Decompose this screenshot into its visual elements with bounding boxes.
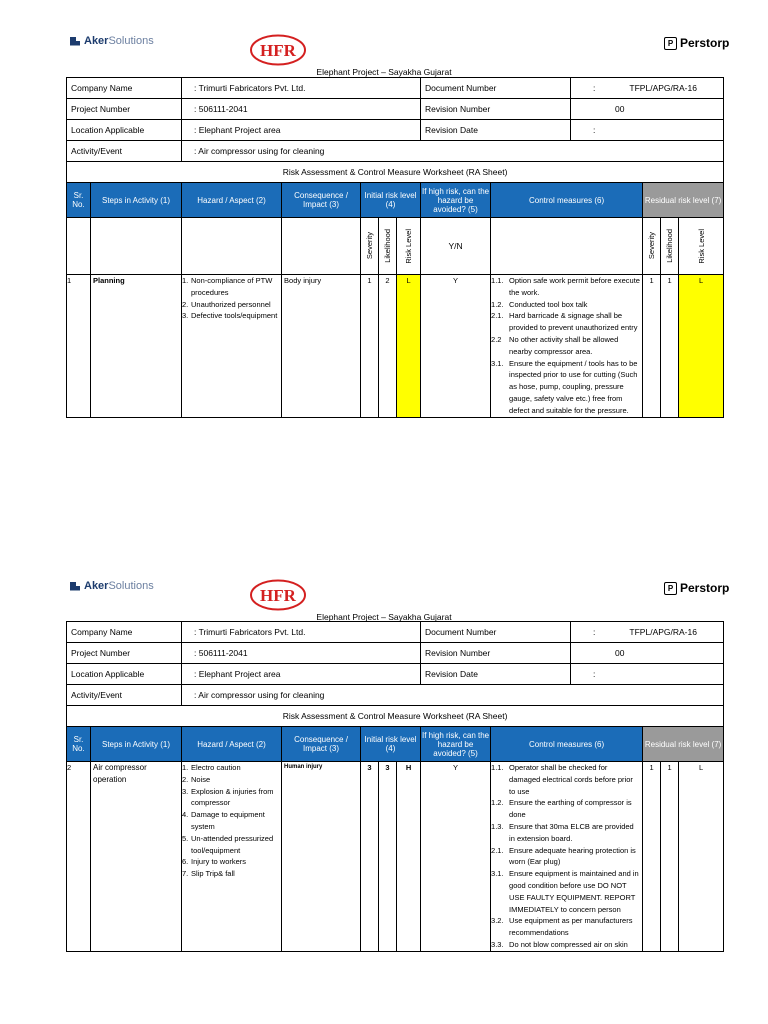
list-item (182, 774, 279, 786)
list-item-text: Damage to equipment system (191, 810, 265, 831)
aker-solutions-logo: Aker Solutions (70, 35, 154, 47)
sub-header-row: Severity Likelihood Risk Level Y/N Severity Likelihood Risk Level (67, 218, 724, 275)
list-item-text: Defective tools/equipment (191, 311, 278, 321)
list-item (491, 762, 640, 797)
list-item (182, 299, 279, 311)
list-item-number: 2. (182, 299, 189, 309)
list-item-text: Hard barricade & signage shall be provided to prevent unauthorized entry (509, 311, 638, 333)
list-item-text: Electro caution (191, 763, 241, 772)
col-residual-risk: Residual risk level (7) (643, 727, 724, 762)
list-item (491, 821, 640, 845)
list-item-number: 1.3. (491, 821, 504, 831)
info-row-location: Location Applicable : Elephant Project area Revision Date : (67, 664, 724, 685)
col-hazard: Hazard / Aspect (2) (182, 183, 282, 218)
col-consequence: Consequence / Impact (3) (282, 183, 361, 218)
list-item (491, 299, 640, 311)
list-item (491, 939, 640, 951)
column-header-row (67, 727, 724, 762)
list-item (182, 786, 279, 810)
info-row-project: Project Number : 506111-2041 Revision Number 00 (67, 99, 724, 120)
hfr-logo (249, 34, 307, 66)
col-control: Control measures (6) (491, 183, 643, 218)
list-item-text: No other activity shall be allowed nearby compressor area. (509, 334, 619, 356)
perstorp-logo-icon: P (664, 582, 677, 595)
list-item (491, 915, 640, 939)
list-item-number: 3.1. (491, 869, 504, 879)
col-high-risk: If high risk, can the hazard be avoided? (5) (421, 183, 491, 218)
list-item-text: Ensure adequate hearing protection is worn (Ear plug) (509, 845, 636, 867)
list-item-text: Unauthorized personnel (191, 299, 271, 309)
list-item-text: Use equipment as per manufacturers recommendations (509, 916, 633, 938)
perstorp-logo-icon: P (664, 37, 677, 50)
list-item-text: Ensure the equipment / tools has to be inspected prior to use for cutting (Such as hose, pump, coupling, pressure gauge, safety valve etc.) free from defect and suitable for the pressure. (509, 358, 638, 415)
col-residual-risk: Residual risk level (7) (643, 183, 724, 218)
worksheet-title-row: Risk Assessment & Control Measure Worksheet (RA Sheet) (67, 162, 724, 183)
risk-assessment-table-2 (66, 621, 724, 952)
aker-solutions-logo: Aker Solutions (70, 580, 154, 592)
info-row-activity: Activity/Event : Air compressor using for cleaning (67, 141, 724, 162)
svg-text:HFR: HFR (260, 586, 296, 605)
page-header (0, 545, 768, 622)
col-hazard: Hazard / Aspect (2) (182, 727, 282, 762)
list-item (491, 310, 640, 334)
list-item-text: Conducted tool box talk (509, 299, 588, 309)
page-header (0, 0, 768, 77)
table-row: 1 Planning 1. Non-compliance of PTW procedures 2. Unauthorized personnel 3. Defective tools/equipment Body injury 1 2 L Y 1.1. Option safe work permit before execute the work. 1.2. Conducted tool box talk 2.1. Hard barricade & signage shall be provided to prevent unauthorized entry 2.2 No other activity shall be allowed nearby compressor area. 3.1. Ensure the equipment / tools has to be inspected prior to use for cutting (Such as hose, pump, coupling, pressure gauge, safety valve etc.) free from defect and suitable for the pressure. 1 1 L (67, 275, 724, 418)
list-item-number: 3.1. (491, 358, 504, 368)
list-item-number: 7. (182, 869, 189, 879)
list-item-number: 1.1. (491, 276, 504, 285)
list-item-text: Un-attended pressurized tool/equipment (191, 833, 274, 855)
list-item-number: 2.2 (491, 334, 502, 344)
list-item (182, 856, 279, 868)
list-item (491, 275, 640, 299)
list-item-number: 1.2. (491, 299, 504, 309)
col-steps: Steps in Activity (1) (91, 183, 182, 218)
control-list (491, 762, 642, 951)
worksheet-title-row: Risk Assessment & Control Measure Worksheet (RA Sheet) (67, 706, 724, 727)
list-item-number: 3. (182, 786, 189, 796)
col-control: Control measures (6) (491, 727, 643, 762)
list-item-text: Slip Trip& fall (191, 869, 235, 879)
list-item-text: Explosion & injuries from compressor (191, 786, 274, 808)
info-row-activity: Activity/Event : Air compressor using for cleaning (67, 685, 724, 706)
col-initial-risk: Initial risk level (4) (361, 183, 421, 218)
list-item-number: 1.2. (491, 798, 504, 808)
col-sr: Sr. No. (67, 183, 91, 218)
project-title: Elephant Project – Sayakha Gujarat (316, 67, 452, 77)
list-item (182, 809, 279, 833)
perstorp-logo: P Perstorp (664, 581, 729, 595)
aker-logo-icon (70, 582, 80, 591)
list-item-number: 2. (182, 774, 189, 784)
list-item-number: 1. (182, 276, 189, 285)
list-item-number: 4. (182, 810, 189, 820)
list-item-number: 3.3. (491, 939, 504, 949)
list-item-number: 1.1. (491, 763, 504, 772)
col-consequence: Consequence / Impact (3) (282, 727, 361, 762)
col-high-risk: If high risk, can the hazard be avoided? (5) (421, 727, 491, 762)
list-item (491, 334, 640, 358)
project-title: Elephant Project – Sayakha Gujarat (316, 612, 452, 622)
info-row-company: Company Name : Trimurti Fabricators Pvt. Ltd. Document Number : TFPL/APG/RA-16 (67, 78, 724, 99)
col-sr: Sr. No. (67, 727, 91, 762)
list-item (491, 358, 640, 417)
col-initial-risk: Initial risk level (4) (361, 727, 421, 762)
list-item-number: 1. (182, 763, 189, 772)
list-item-text: Injury to workers (191, 857, 247, 867)
list-item-text: Non-compliance of PTW procedures (191, 276, 273, 297)
hazard-list (182, 762, 281, 880)
hazard-list (182, 275, 281, 322)
aker-logo-icon (70, 37, 80, 46)
risk-assessment-table-1 (66, 77, 724, 418)
list-item-text: Ensure equipment is maintained and in good condition before use DO NOT USE FAULTY EQUIPMENT. REPORT IMMEDIATELY to concern person (509, 869, 639, 914)
control-list (491, 275, 642, 417)
list-item (491, 845, 640, 869)
list-item-text: Ensure the earthing of compressor is done (509, 798, 632, 820)
list-item (182, 833, 279, 857)
list-item (182, 275, 279, 299)
table-row: 2 Air compressor operation 1. Electro caution 2. Noise 3. Explosion & injuries from compressor 4. Damage to equipment system 5. Un-attended pressurized tool/equipment 6. Injury to workers 7. Slip Trip& fall Human injury 3 3 H Y 1.1. Operator shall be checked for damaged electrical cords before prior to use 1.2. Ensure the earthing of compressor is done 1.3. Ensure that 30ma ELCB are provided in extension board. 2.1. Ensure adequate hearing protection is worn (Ear plug) 3.1. Ensure equipment is maintained and in good condition before use DO NOT USE FAULTY EQUIPMENT. REPORT IMMEDIATELY to concern person 3.2. Use equipment as per manufacturers recommendations 3.3. Do not blow compressed air on skin 1 1 L (67, 762, 724, 952)
list-item-number: 5. (182, 833, 189, 843)
hfr-logo (249, 579, 307, 611)
list-item-text: Noise (191, 774, 211, 784)
page-2 (0, 545, 768, 949)
list-item-text: Do not blow compressed air on skin (509, 939, 628, 949)
list-item (182, 762, 279, 774)
info-row-company: Company Name : Trimurti Fabricators Pvt. Ltd. Document Number : TFPL/APG/RA-16 (67, 622, 724, 643)
list-item-text: Option safe work permit before execute the work. (509, 276, 640, 297)
list-item-text: Ensure that 30ma ELCB are provided in extension board. (509, 821, 634, 843)
list-item-number: 2.1. (491, 845, 504, 855)
list-item-number: 2.1. (491, 311, 504, 321)
list-item (182, 868, 279, 880)
column-header-row (67, 183, 724, 218)
svg-text:HFR: HFR (260, 41, 296, 60)
info-row-location: Location Applicable : Elephant Project area Revision Date : (67, 120, 724, 141)
list-item-number: 6. (182, 857, 189, 867)
list-item (491, 868, 640, 915)
list-item-text: Operator shall be checked for damaged electrical cords before prior to use (509, 763, 633, 796)
col-steps: Steps in Activity (1) (91, 727, 182, 762)
list-item (491, 797, 640, 821)
list-item (182, 310, 279, 322)
page-1 (0, 0, 768, 415)
perstorp-logo: P Perstorp (664, 36, 729, 50)
info-row-project: Project Number : 506111-2041 Revision Number 00 (67, 643, 724, 664)
list-item-number: 3. (182, 311, 189, 321)
list-item-number: 3.2. (491, 916, 504, 926)
